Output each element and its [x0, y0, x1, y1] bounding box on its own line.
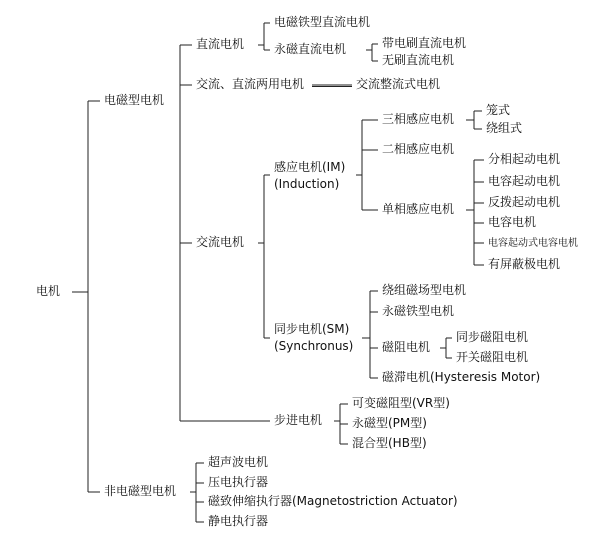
node-dc-motor: 直流电机 — [196, 37, 245, 51]
node-induction-motor: 感应电机(IM) — [274, 160, 346, 174]
node-induction-motor-en: (Induction) — [274, 177, 340, 191]
node-sync-reluctance: 同步磁阻电机 — [456, 330, 529, 344]
node-non-electromagnetic-motor: 非电磁型电机 — [104, 484, 177, 498]
node-electromagnet-dc-motor: 电磁铁型直流电机 — [274, 15, 371, 29]
node-ac-dc-universal-motor: 交流、直流两用电机 — [196, 77, 305, 91]
node-ultrasonic-motor: 超声波电机 — [208, 455, 269, 469]
node-electromagnetic-motor: 电磁型电机 — [104, 93, 165, 107]
node-magnetostriction-actuator: 磁致伸缩执行器(Magnetostriction Actuator) — [208, 494, 458, 508]
node-synchronous-motor-en: (Synchronus) — [274, 339, 354, 353]
node-two-phase-induction: 二相感应电机 — [382, 142, 455, 156]
node-switched-reluctance: 开关磁阻电机 — [456, 350, 529, 364]
node-pm-sync-motor: 永磁铁型电机 — [382, 304, 455, 318]
node-repulsion-start: 反拨起动电机 — [488, 195, 561, 209]
node-capacitor-motor: 电容电机 — [488, 215, 537, 229]
node-capacitor-start: 电容起动电机 — [488, 174, 561, 188]
node-hybrid: 混合型(HB型) — [352, 436, 427, 450]
node-commutator-ac-motor: 交流整流式电机 — [356, 77, 441, 91]
node-wound-field-motor: 绕组磁场型电机 — [382, 283, 467, 297]
node-reluctance-motor: 磁阻电机 — [382, 340, 431, 354]
node-pm-dc-motor: 永磁直流电机 — [274, 42, 347, 56]
node-shaded-pole: 有屏蔽极电机 — [488, 257, 561, 271]
node-single-phase-induction: 单相感应电机 — [382, 202, 455, 216]
node-cage-type: 笼式 — [486, 103, 511, 117]
node-three-phase-induction: 三相感应电机 — [382, 112, 455, 126]
node-permanent-magnet: 永磁型(PM型) — [352, 416, 427, 430]
node-piezo-actuator: 压电执行器 — [208, 475, 269, 489]
node-stepper-motor: 步进电机 — [274, 413, 323, 427]
node-ac-motor: 交流电机 — [196, 235, 245, 249]
node-capacitor-start-run: 电容起动式电容电机 — [488, 238, 578, 249]
node-synchronous-motor: 同步电机(SM) — [274, 322, 350, 336]
node-brushless-dc-motor: 无刷直流电机 — [382, 53, 455, 67]
node-variable-reluctance: 可变磁阻型(VR型) — [352, 396, 450, 410]
node-hysteresis-motor: 磁滞电机(Hysteresis Motor) — [382, 370, 541, 384]
node-split-phase-start: 分相起动电机 — [488, 152, 561, 166]
node-wound-type: 绕组式 — [486, 121, 523, 135]
node-electrostatic-actuator: 静电执行器 — [208, 514, 269, 528]
node-brushed-dc-motor: 带电刷直流电机 — [382, 36, 467, 50]
node-motor: 电机 — [36, 284, 61, 298]
